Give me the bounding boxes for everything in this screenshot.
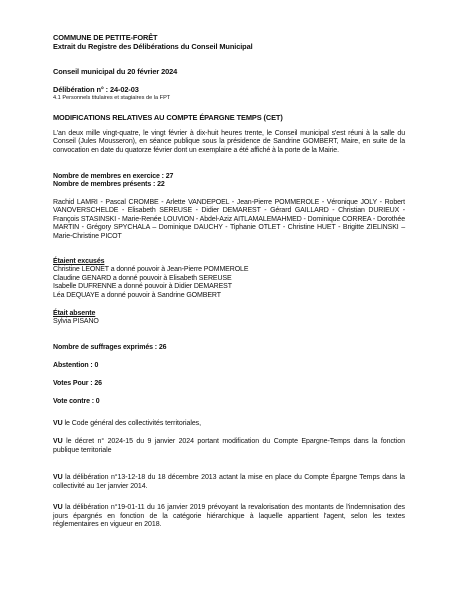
excused-line: Léa DEQUAYE a donné pouvoir à Sandrine GOMBERT — [53, 291, 221, 299]
meeting-title: Conseil municipal du 20 février 2024 — [53, 67, 178, 76]
deliberation-number: Délibération n° : 24-02-03 — [53, 85, 139, 94]
members-in-office: Nombre de membres en exercice : 27 — [53, 173, 174, 180]
vu-keyword: VU — [53, 474, 63, 481]
commune-name: COMMUNE DE PETITE-FORÊT — [53, 33, 158, 42]
vu-keyword: VU — [53, 420, 63, 427]
vu-keyword: VU — [53, 438, 63, 445]
register-extract-title: Extrait du Registre des Délibérations du Conseil Municipal — [53, 41, 253, 51]
deliberation-subject: MODIFICATIONS RELATIVES AU COMPTE ÉPARGNE TEMPS (CET) — [53, 113, 283, 122]
members-present: Nombre de membres présents : 22 — [53, 181, 165, 189]
votes-against: Vote contre : 0 — [53, 398, 100, 405]
excused-line: Christine LEONET a donné pouvoir à Jean-Pierre POMMEROLE — [53, 266, 249, 274]
excused-heading: Étaient excusés — [53, 258, 105, 265]
document-header — [53, 34, 405, 51]
vu-item — [53, 438, 405, 455]
vu-text: la délibération n°19-01-11 du 16 janvier 2019 prévoyant la revalorisation des montants de l'indemnisation des jours épargnés en fonction de la catégorie hiérarchique à laquelle appartient l'agent, selon les textes réglementaires en vigueur en 2018. — [53, 504, 405, 528]
vu-text: le décret n° 2024-15 du 9 janvier 2024 portant modification du Compte Epargne-Temps dans la fonction publique territoriale — [53, 438, 405, 454]
excused-line: Isabelle DUFRENNE a donné pouvoir à Didier DEMAREST — [53, 283, 232, 291]
members-counts — [53, 173, 405, 190]
intro-paragraph: L'an deux mille vingt-quatre, le vingt février à dix-huit heures trente, le Conseil municipal s'est réuni à la salle du Conseil (Jules Mousseron), en séance publique sous la présidence de Sandrine GOMBERT, Maire, en suite de la convocation en date du quatorze février dont un exemplaire a été affiché à la porte de la Mairie. — [53, 130, 405, 154]
vu-text: la délibération n°13-12-18 du 18 décembre 2013 actant la mise en place du Compte Épargne Temps dans la collectivité au 1er janvier 2014. — [53, 474, 405, 490]
vu-item — [53, 504, 405, 530]
absent-heading: Était absente — [53, 310, 96, 317]
deliberation-category: 4.1 Personnels titulaires et stagiaires de la FPT — [53, 94, 171, 101]
excused-section — [53, 258, 405, 300]
vu-text: le Code général des collectivités territoriales, — [64, 420, 202, 427]
votes-for: Votes Pour : 26 — [53, 380, 102, 387]
vu-item — [53, 474, 405, 491]
absent-section — [53, 310, 405, 327]
excused-line: Claudine GENARD a donné pouvoir à Elisabeth SEREUSE — [53, 274, 232, 282]
votes-abstention: Abstention : 0 — [53, 362, 99, 369]
vu-keyword: VU — [53, 504, 63, 511]
deliberation-block — [53, 86, 405, 102]
vu-item — [53, 420, 405, 429]
votes-expressed: Nombre de suffrages exprimés : 26 — [53, 344, 167, 351]
absent-name: Sylvia PISANO — [53, 318, 99, 326]
present-members-list: Rachid LAMRI - Pascal CROMBE - Arlette VANDEPOEL - Jean-Pierre POMMEROLE - Véronique JOLY - Robert VANOVERSCHELDE - Elisabeth SEREUSE - Didier DEMAREST - Gérard GAILLARD - Christian DURIEUX - François STASINSKI - Marie-Renée LOUVION - Abdel-Aziz AITLAMALEMAHMED - Dominique CORREA - Dorothée MARTIN - Grégory SPYCHALA – Dominique DAUCHY - Tiphanie OTLET - Christine HUET - Brigitte ZIELINSKI – Marie-Christine PICOT — [53, 199, 405, 240]
